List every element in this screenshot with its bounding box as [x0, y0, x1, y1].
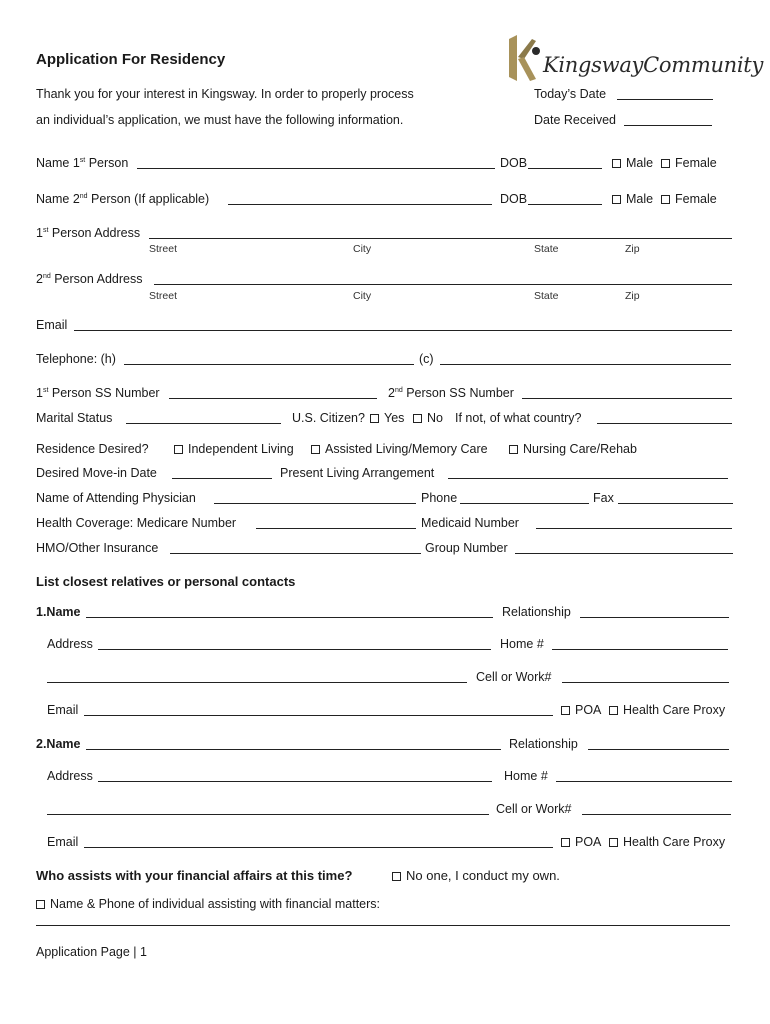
checkbox-icon — [509, 445, 518, 454]
medicare-field[interactable] — [256, 528, 416, 529]
present-living-field[interactable] — [448, 478, 728, 479]
financial-name-phone-checkbox[interactable]: Name & Phone of individual assisting with financial matters: — [36, 898, 380, 911]
citizen-country-label: If not, of what country? — [455, 411, 582, 425]
contact2-relationship-label: Relationship — [509, 737, 578, 751]
group-number-label: Group Number — [425, 541, 508, 555]
checkbox-icon — [661, 195, 670, 204]
address2-state-caption: State — [534, 290, 559, 302]
address2-city-caption: City — [353, 290, 372, 302]
contact1-address-line2-field[interactable] — [47, 682, 467, 683]
logo-text: KingswayCommunity — [543, 53, 764, 77]
contact2-address-field[interactable] — [98, 781, 492, 782]
physician-fax-field[interactable] — [618, 503, 733, 504]
name1-dob-label: DOB — [500, 156, 528, 170]
name1-label: Name 1st Person — [36, 156, 129, 170]
contact1-poa-checkbox[interactable]: POA — [561, 704, 601, 717]
citizen-no-checkbox[interactable]: No — [413, 412, 443, 425]
contact1-home-label: Home # — [500, 637, 544, 651]
residence-independent-checkbox[interactable]: Independent Living — [174, 443, 294, 456]
physician-phone-label: Phone — [421, 491, 458, 505]
citizen-yes-checkbox[interactable]: Yes — [370, 412, 404, 425]
address2-label: 2nd Person Address — [36, 272, 143, 286]
checkbox-icon — [612, 195, 621, 204]
address1-label: 1st Person Address — [36, 226, 141, 240]
email-label: Email — [36, 318, 68, 332]
medicaid-field[interactable] — [536, 528, 732, 529]
contact1-address-label: Address — [47, 637, 93, 651]
move-in-label: Desired Move-in Date — [36, 466, 157, 480]
date-received-label: Date Received — [534, 113, 616, 127]
physician-field[interactable] — [214, 503, 416, 504]
date-received-field[interactable] — [624, 125, 712, 126]
hmo-field[interactable] — [170, 553, 421, 554]
contact2-cell-label: Cell or Work# — [496, 802, 572, 816]
present-living-label: Present Living Arrangement — [280, 466, 435, 480]
telephone-home-field[interactable] — [124, 364, 414, 365]
name1-female-checkbox[interactable]: Female — [661, 157, 717, 170]
medicaid-label: Medicaid Number — [421, 516, 519, 530]
name2-dob-label: DOB — [500, 192, 528, 206]
address2-street-caption: Street — [149, 290, 178, 302]
checkbox-icon — [36, 900, 45, 909]
contact1-name-label: 1.Name — [36, 605, 81, 619]
checkbox-icon — [612, 159, 621, 168]
physician-phone-field[interactable] — [460, 503, 589, 504]
page-title: Application For Residency — [36, 51, 226, 68]
checkbox-icon — [561, 838, 570, 847]
marital-status-label: Marital Status — [36, 411, 113, 425]
intro-line-2: an individual’s application, we must have the following information. — [36, 113, 404, 127]
name1-field[interactable] — [137, 168, 495, 169]
kingsway-logo-icon — [506, 33, 542, 83]
residence-nursing-checkbox[interactable]: Nursing Care/Rehab — [509, 443, 637, 456]
citizen-country-field[interactable] — [597, 423, 732, 424]
name1-dob-field[interactable] — [528, 168, 602, 169]
group-number-field[interactable] — [515, 553, 733, 554]
email-field[interactable] — [74, 330, 732, 331]
checkbox-icon — [609, 838, 618, 847]
contacts-heading: List closest relatives or personal contacts — [36, 574, 296, 589]
contact2-poa-checkbox[interactable]: POA — [561, 836, 601, 849]
hmo-label: HMO/Other Insurance — [36, 541, 159, 555]
ss1-field[interactable] — [169, 398, 377, 399]
contact2-email-label: Email — [47, 835, 79, 849]
contact2-address-line2-field[interactable] — [47, 814, 489, 815]
telephone-cell-label: (c) — [419, 352, 434, 366]
name2-dob-field[interactable] — [528, 204, 602, 205]
name2-field[interactable] — [228, 204, 492, 205]
contact1-relationship-label: Relationship — [502, 605, 571, 619]
telephone-cell-field[interactable] — [440, 364, 731, 365]
contact2-cell-field[interactable] — [582, 814, 731, 815]
address2-field[interactable] — [154, 284, 732, 285]
address1-zip-caption: Zip — [625, 243, 640, 255]
checkbox-icon — [370, 414, 379, 423]
name2-female-checkbox[interactable]: Female — [661, 193, 717, 206]
move-in-field[interactable] — [172, 478, 272, 479]
physician-label: Name of Attending Physician — [36, 491, 196, 505]
intro-line-1: Thank you for your interest in Kingsway. In order to properly process — [36, 87, 414, 101]
contact2-name-label: 2.Name — [36, 737, 81, 751]
ss2-field[interactable] — [522, 398, 732, 399]
checkbox-icon — [311, 445, 320, 454]
contact1-email-field[interactable] — [84, 715, 553, 716]
checkbox-icon — [174, 445, 183, 454]
address2-zip-caption: Zip — [625, 290, 640, 302]
checkbox-icon — [413, 414, 422, 423]
todays-date-label: Today’s Date — [534, 87, 607, 101]
contact2-proxy-checkbox[interactable]: Health Care Proxy — [609, 836, 725, 849]
address1-street-caption: Street — [149, 243, 178, 255]
contact2-name-field[interactable] — [86, 749, 501, 750]
contact1-home-field[interactable] — [552, 649, 728, 650]
contact1-cell-field[interactable] — [562, 682, 729, 683]
contact1-name-field[interactable] — [86, 617, 493, 618]
checkbox-icon — [661, 159, 670, 168]
medicare-label: Health Coverage: Medicare Number — [36, 516, 237, 530]
contact1-cell-label: Cell or Work# — [476, 670, 552, 684]
checkbox-icon — [392, 872, 401, 881]
financial-question: Who assists with your financial affairs at this time? — [36, 868, 353, 883]
contact2-address-label: Address — [47, 769, 93, 783]
todays-date-field[interactable] — [617, 99, 713, 100]
contact1-email-label: Email — [47, 703, 79, 717]
address1-state-caption: State — [534, 243, 559, 255]
marital-status-field[interactable] — [126, 423, 281, 424]
financial-name-phone-field[interactable] — [36, 925, 730, 926]
ss2-label: 2nd Person SS Number — [388, 386, 514, 400]
contact2-email-field[interactable] — [84, 847, 553, 848]
name1-male-checkbox[interactable]: Male — [612, 157, 653, 170]
page-footer: Application Page | 1 — [36, 945, 147, 959]
checkbox-icon — [609, 706, 618, 715]
contact1-address-field[interactable] — [98, 649, 491, 650]
residence-label: Residence Desired? — [36, 442, 149, 456]
financial-own-checkbox[interactable]: No one, I conduct my own. — [392, 869, 560, 882]
physician-fax-label: Fax — [593, 491, 614, 505]
address1-field[interactable] — [149, 238, 732, 239]
contact2-relationship-field[interactable] — [588, 749, 729, 750]
checkbox-icon — [561, 706, 570, 715]
residence-assisted-checkbox[interactable]: Assisted Living/Memory Care — [311, 443, 488, 456]
contact2-home-label: Home # — [504, 769, 548, 783]
address1-city-caption: City — [353, 243, 372, 255]
contact1-relationship-field[interactable] — [580, 617, 729, 618]
name2-label: Name 2nd Person (If applicable) — [36, 192, 210, 206]
citizen-label: U.S. Citizen? — [292, 411, 365, 425]
contact2-home-field[interactable] — [556, 781, 732, 782]
contact1-proxy-checkbox[interactable]: Health Care Proxy — [609, 704, 725, 717]
name2-male-checkbox[interactable]: Male — [612, 193, 653, 206]
ss1-label: 1st Person SS Number — [36, 386, 160, 400]
telephone-home-label: Telephone: (h) — [36, 352, 116, 366]
